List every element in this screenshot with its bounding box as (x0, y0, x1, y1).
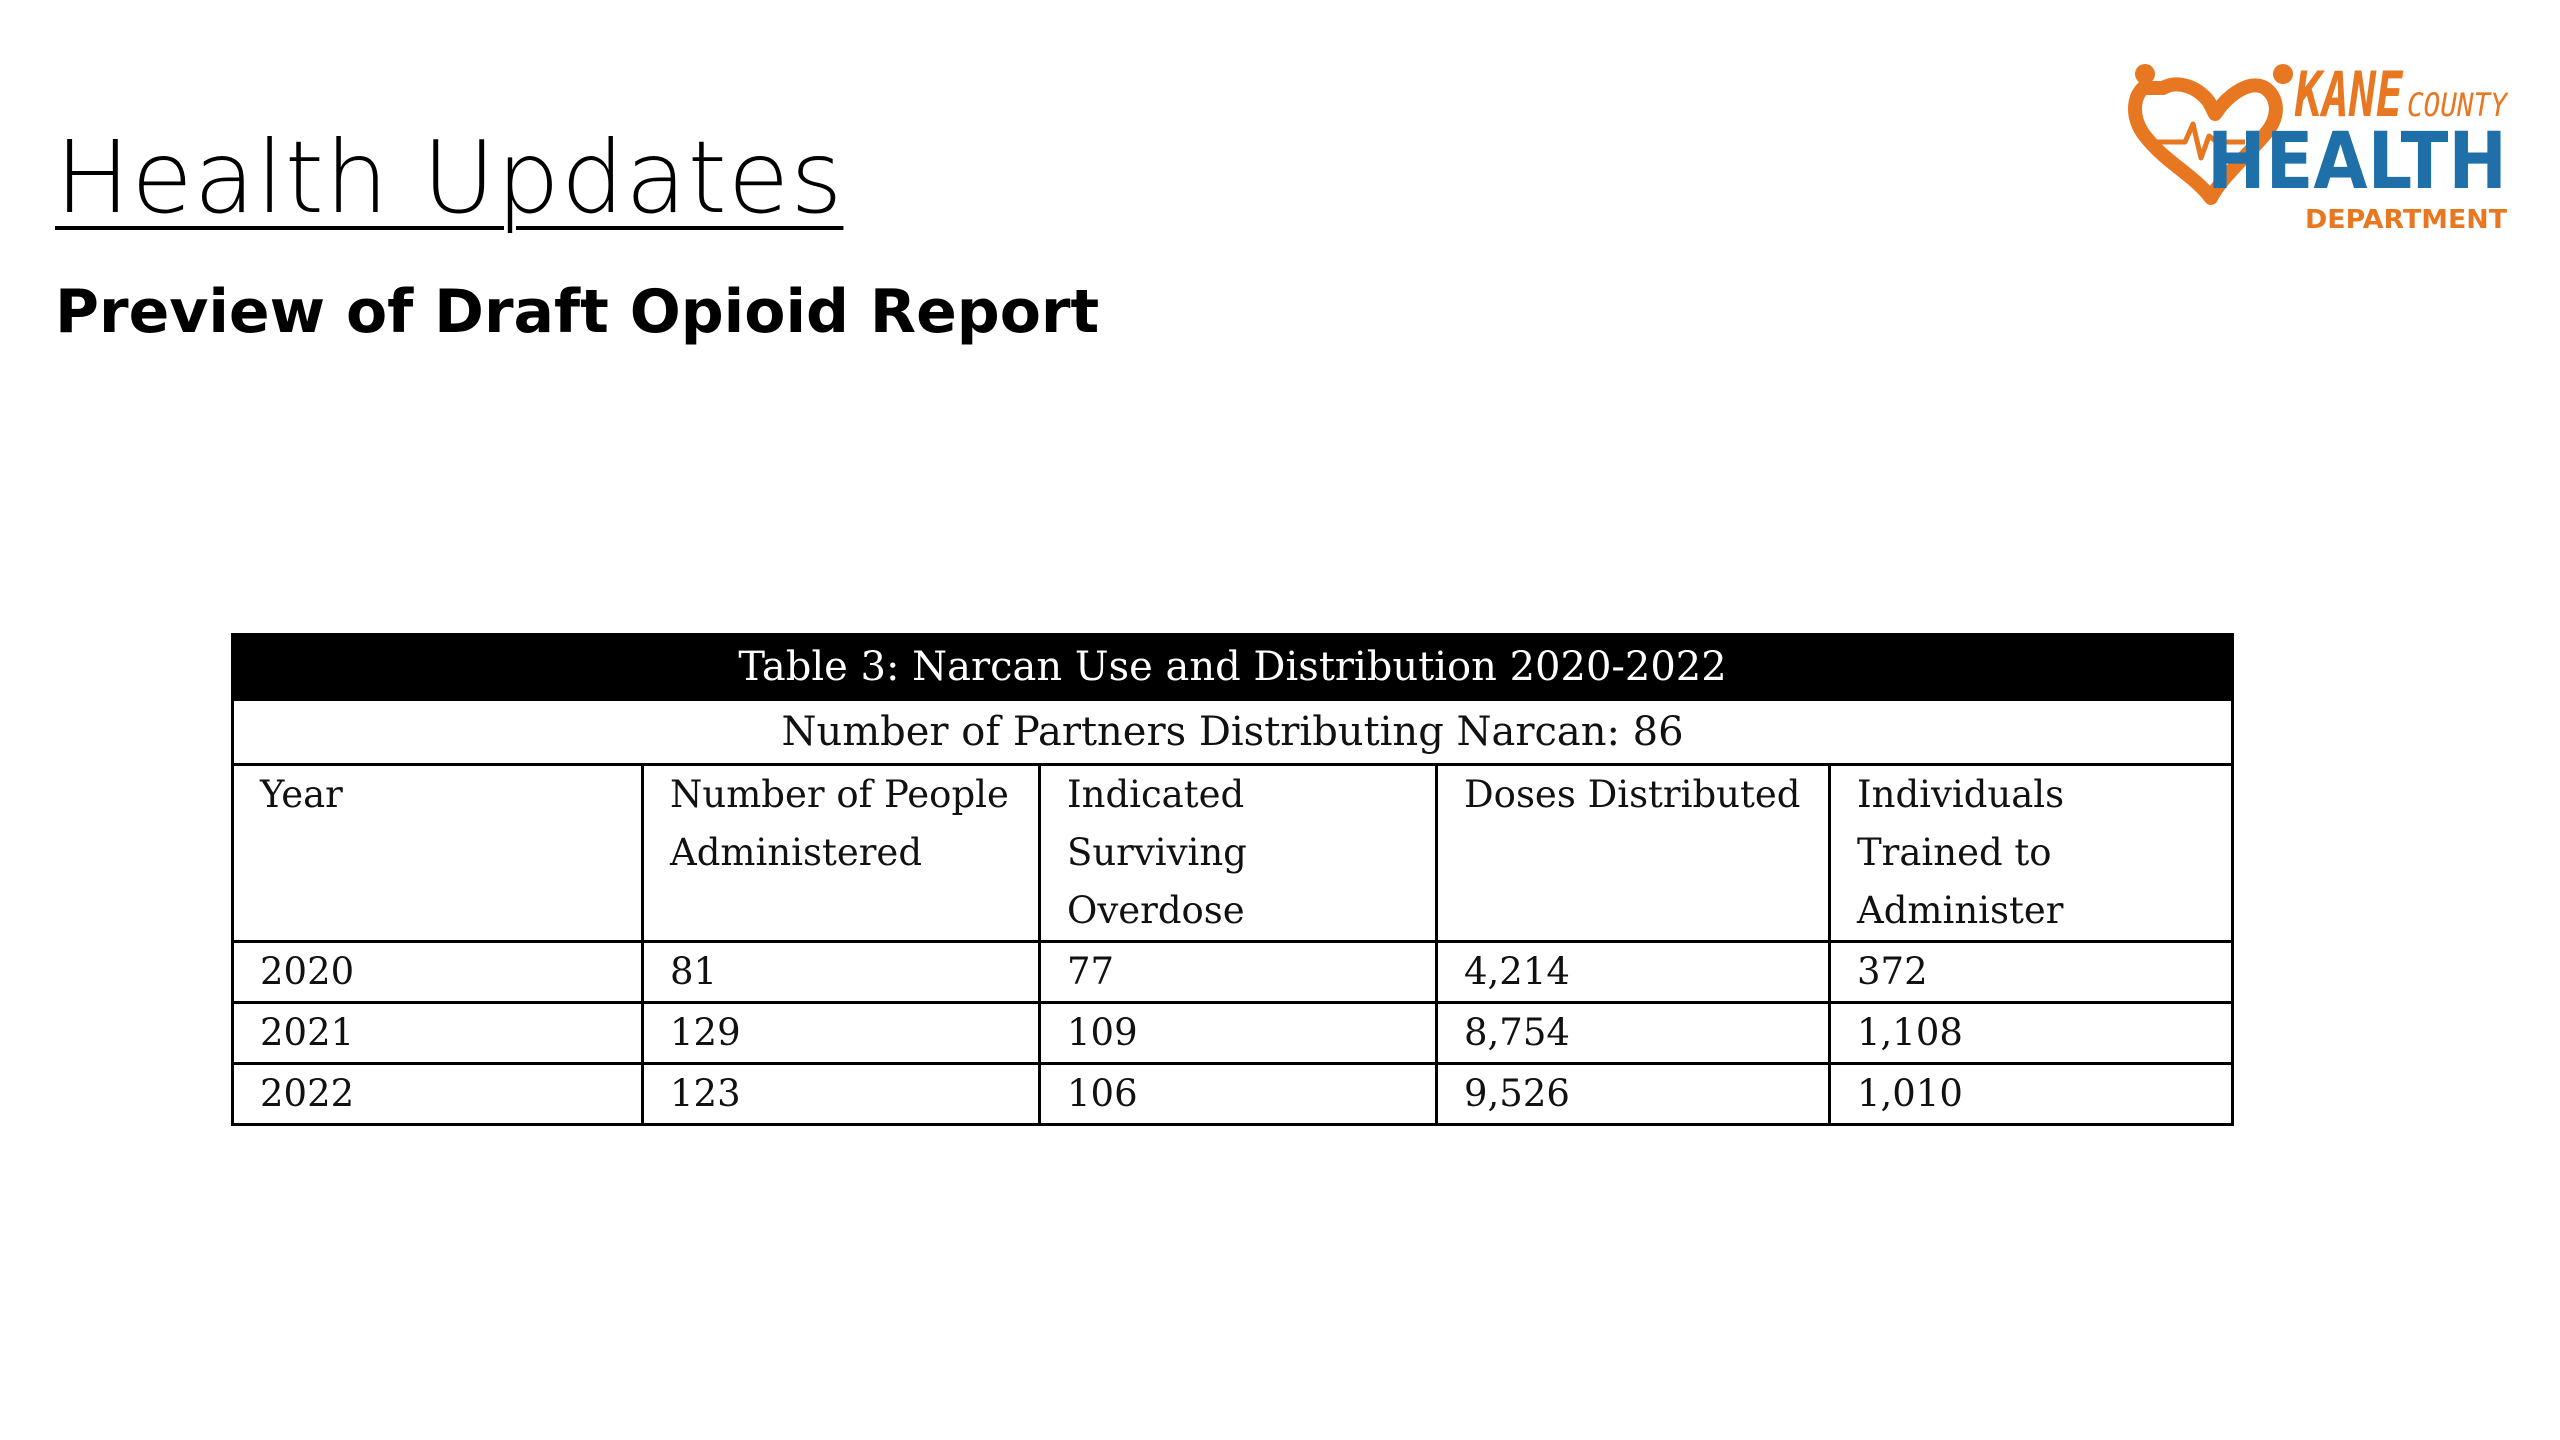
table-row (233, 1003, 2233, 1064)
table-row (233, 942, 2233, 1003)
table-cell: 123 (643, 1064, 1040, 1125)
table-caption-row (233, 635, 2233, 700)
table-cell: 4,214 (1437, 942, 1830, 1003)
table-cell: 109 (1040, 1003, 1437, 1064)
table-caption: Table 3: Narcan Use and Distribution 2020-2022 (233, 635, 2233, 700)
column-header: Number of People Administered (643, 765, 1040, 942)
table-partners-row (233, 700, 2233, 765)
column-header: Indicated Surviving Overdose (1040, 765, 1437, 942)
logo-line3-department: DEPARTMENT (2305, 205, 2508, 235)
table-cell: 77 (1040, 942, 1437, 1003)
table-row (233, 1064, 2233, 1125)
table-cell: 106 (1040, 1064, 1437, 1125)
logo-line1-county: COUNTY (2407, 86, 2510, 124)
partners-count: Number of Partners Distributing Narcan: 86 (233, 700, 2233, 765)
slide-title: Health Updates (55, 119, 844, 236)
table-cell: 2021 (233, 1003, 643, 1064)
column-header: Year (233, 765, 643, 942)
slide-subtitle: Preview of Draft Opioid Report (55, 277, 1100, 347)
column-header: Individuals Trained to Administer (1830, 765, 2233, 942)
table-cell: 1,010 (1830, 1064, 2233, 1125)
table-cell: 2020 (233, 942, 643, 1003)
table-cell: 9,526 (1437, 1064, 1830, 1125)
column-header: Doses Distributed (1437, 765, 1830, 942)
kane-county-health-department-logo (2125, 58, 2510, 248)
logo-line1-kane: KANE (2294, 58, 2404, 131)
table-cell: 2022 (233, 1064, 643, 1125)
table-cell: 8,754 (1437, 1003, 1830, 1064)
table-cell: 1,108 (1830, 1003, 2233, 1064)
table-cell: 129 (643, 1003, 1040, 1064)
table-cell: 372 (1830, 942, 2233, 1003)
logo-line2-health: HEALTH (2207, 117, 2507, 207)
table-header-row (233, 765, 2233, 942)
table-cell: 81 (643, 942, 1040, 1003)
narcan-table (231, 633, 2234, 1126)
